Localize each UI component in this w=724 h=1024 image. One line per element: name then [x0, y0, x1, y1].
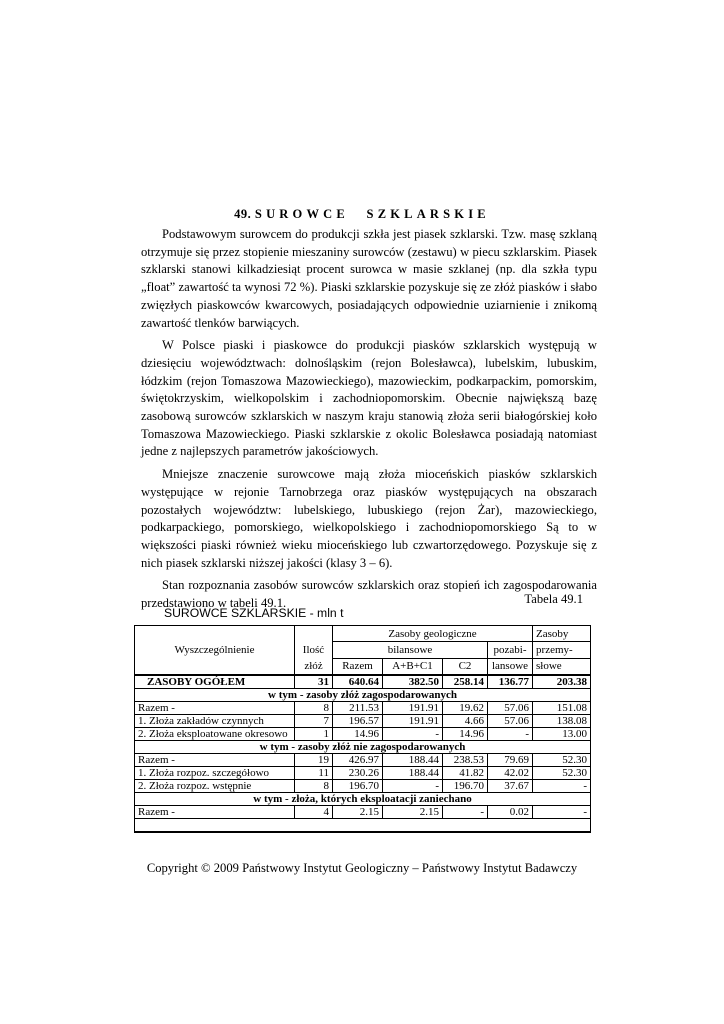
header-przemyslowe-line3: słowe: [533, 658, 591, 675]
section-heading: w tym - złoża, których eksploatacji zaniechano: [135, 793, 591, 806]
cell-przemyslowe: 13.00: [533, 728, 591, 741]
table-header-row-1: [135, 626, 591, 642]
blank-cell: [135, 819, 591, 833]
paragraph-1: Podstawowym surowcem do produkcji szkła jest piasek szklarski. Tzw. masę szklaną otrzymuje się przez stopienie mieszaniny surowców (zestawu) w piecu szklarskim. Piasek szklarski stanowi kilkadziesiąt procent surowca w masie szklanej (np. dla szkła typu „float” zawartość ta wynosi 72 %). Piaski szklarskie pozyskuje się ze złóż piasków i słabo zwięzłych piaskowców kwarcowych, posiadających odpowiednie uziarnienie i znikomą zawartość tlenków barwiących.: [141, 227, 597, 330]
cell-ilosc: 31: [295, 675, 333, 689]
cell-pozabilansowe: 57.06: [488, 702, 533, 715]
header-pozabilansowe-line1: pozabi-: [488, 642, 533, 658]
header-razem: Razem: [333, 658, 383, 675]
paragraph-4: Stan rozpoznania zasobów surowców szklarskich oraz stopień ich zagospodarowania przedstawiono w tabeli 49.1.: [141, 578, 597, 611]
cell-pozabilansowe: 0.02: [488, 806, 533, 819]
table-row: [135, 754, 591, 767]
cell-c2: 41.82: [443, 767, 488, 780]
header-wyszczegolnienie: Wyszczególnienie: [135, 626, 295, 676]
table-row: [135, 780, 591, 793]
cell-przemyslowe: -: [533, 806, 591, 819]
cell-pozabilansowe: 42.02: [488, 767, 533, 780]
cell-razem: 14.96: [333, 728, 383, 741]
cell-c2: 19.62: [443, 702, 488, 715]
cell-razem: 426.97: [333, 754, 383, 767]
table-row: [135, 806, 591, 819]
section-heading: w tym - zasoby złóż nie zagospodarowanych: [135, 741, 591, 754]
table-row: [135, 702, 591, 715]
cell-label: Razem -: [135, 702, 295, 715]
section-heading: w tym - zasoby złóż zagospodarowanych: [135, 689, 591, 702]
table-title: SUROWCE SZKLARSKIE - mln t: [164, 606, 344, 620]
cell-abc1: -: [383, 728, 443, 741]
cell-label: 2. Złoża eksploatowane okresowo: [135, 728, 295, 741]
cell-ilosc: 8: [295, 702, 333, 715]
cell-razem: 640.64: [333, 675, 383, 689]
paragraph-3: Mniejsze znaczenie surowcowe mają złoża mioceńskich piasków szklarskich występujące w rejonie Tarnobrzega oraz piasków występujących na obszarach pozostałych województw: lubelskiego, lubuskiego (rejon Żar), mazowieckiego, podkarpackiego, pomorskiego, wielkopolskiego i zachodniopomorskiego Są to w większości piaski również wieku mioceńskiego lub czwartorzędowego. Pozyskuje się z nich piasek szklarski niższej jakości (klasy 3 – 6).: [141, 467, 597, 570]
table-blank-row: [135, 819, 591, 833]
section-heading-row: [135, 741, 591, 754]
cell-c2: 196.70: [443, 780, 488, 793]
paragraph-2: W Polsce piaski i piaskowce do produkcji piasków szklarskich występują w dziesięciu województwach: dolnośląskim (rejon Bolesławca), lubelskim, lubuskim, łódzkim (rejon Tomaszowa Mazowieckiego), mazowieckim, podkarpackim, pomorskim, świętokrzyskim, wielkopolskim i zachodniopomorskim. Obecnie największą bazę zasobową surowców szklarskich w naszym kraju stanowią złoża serii białogórskiej koło Tomaszowa Mazowieckiego. Piaski szklarskie z okolic Bolesławca posiadają natomiast jedne z najlepszych parametrów jakościowych.: [141, 338, 597, 459]
chapter-title-word-2: SZKLARSKIE: [366, 207, 490, 221]
cell-abc1: 191.91: [383, 715, 443, 728]
cell-razem: 2.15: [333, 806, 383, 819]
cell-label: ZASOBY OGÓŁEM: [135, 675, 295, 689]
cell-label: 1. Złoża rozpoz. szczegółowo: [135, 767, 295, 780]
header-c2: C2: [443, 658, 488, 675]
resources-table: [134, 625, 591, 833]
cell-abc1: -: [383, 780, 443, 793]
section-heading-row: [135, 793, 591, 806]
cell-abc1: 188.44: [383, 754, 443, 767]
cell-pozabilansowe: 37.67: [488, 780, 533, 793]
table-label: Tabela 49.1: [524, 592, 583, 606]
cell-c2: 4.66: [443, 715, 488, 728]
cell-label: Razem -: [135, 754, 295, 767]
header-zasoby-geologiczne: Zasoby geologiczne: [333, 626, 533, 642]
cell-ilosc: 1: [295, 728, 333, 741]
cell-razem: 196.70: [333, 780, 383, 793]
cell-przemyslowe: 52.30: [533, 767, 591, 780]
header-ilosc-line1: Ilość: [302, 644, 325, 656]
chapter-number: 49.: [234, 207, 252, 221]
cell-ilosc: 8: [295, 780, 333, 793]
cell-przemyslowe: -: [533, 780, 591, 793]
section-heading-row: [135, 689, 591, 702]
header-abc1: A+B+C1: [383, 658, 443, 675]
header-zasoby-line1: Zasoby: [533, 626, 591, 642]
header-bilansowe: bilansowe: [333, 642, 488, 658]
header-ilosc-zloz: [295, 626, 333, 676]
cell-razem: 211.53: [333, 702, 383, 715]
cell-pozabilansowe: 136.77: [488, 675, 533, 689]
table-row: [135, 728, 591, 741]
cell-przemyslowe: 203.38: [533, 675, 591, 689]
cell-przemyslowe: 138.08: [533, 715, 591, 728]
cell-label: 2. Złoża rozpoz. wstępnie: [135, 780, 295, 793]
cell-c2: 14.96: [443, 728, 488, 741]
cell-przemyslowe: 151.08: [533, 702, 591, 715]
cell-c2: 258.14: [443, 675, 488, 689]
header-ilosc-line2: złóż: [304, 660, 323, 672]
header-przemyslowe-line2: przemy-: [533, 642, 591, 658]
header-pozabilansowe-line2: lansowe: [488, 658, 533, 675]
cell-pozabilansowe: 57.06: [488, 715, 533, 728]
copyright-footer: Copyright © 2009 Państwowy Instytut Geologiczny – Państwowy Instytut Badawczy: [146, 861, 578, 875]
chapter-title-word-1: SUROWCE: [254, 207, 349, 221]
cell-przemyslowe: 52.30: [533, 754, 591, 767]
table-row: [135, 767, 591, 780]
cell-ilosc: 19: [295, 754, 333, 767]
cell-abc1: 2.15: [383, 806, 443, 819]
cell-c2: -: [443, 806, 488, 819]
cell-razem: 196.57: [333, 715, 383, 728]
cell-ilosc: 4: [295, 806, 333, 819]
cell-label: 1. Złoża zakładów czynnych: [135, 715, 295, 728]
cell-pozabilansowe: 79.69: [488, 754, 533, 767]
table-row-total: [135, 675, 591, 689]
cell-c2: 238.53: [443, 754, 488, 767]
cell-razem: 230.26: [333, 767, 383, 780]
cell-label: Razem -: [135, 806, 295, 819]
cell-abc1: 191.91: [383, 702, 443, 715]
table-row: [135, 715, 591, 728]
cell-abc1: 188.44: [383, 767, 443, 780]
chapter-title: [0, 207, 724, 222]
body-text: [141, 226, 597, 618]
cell-ilosc: 11: [295, 767, 333, 780]
cell-pozabilansowe: -: [488, 728, 533, 741]
cell-abc1: 382.50: [383, 675, 443, 689]
cell-ilosc: 7: [295, 715, 333, 728]
